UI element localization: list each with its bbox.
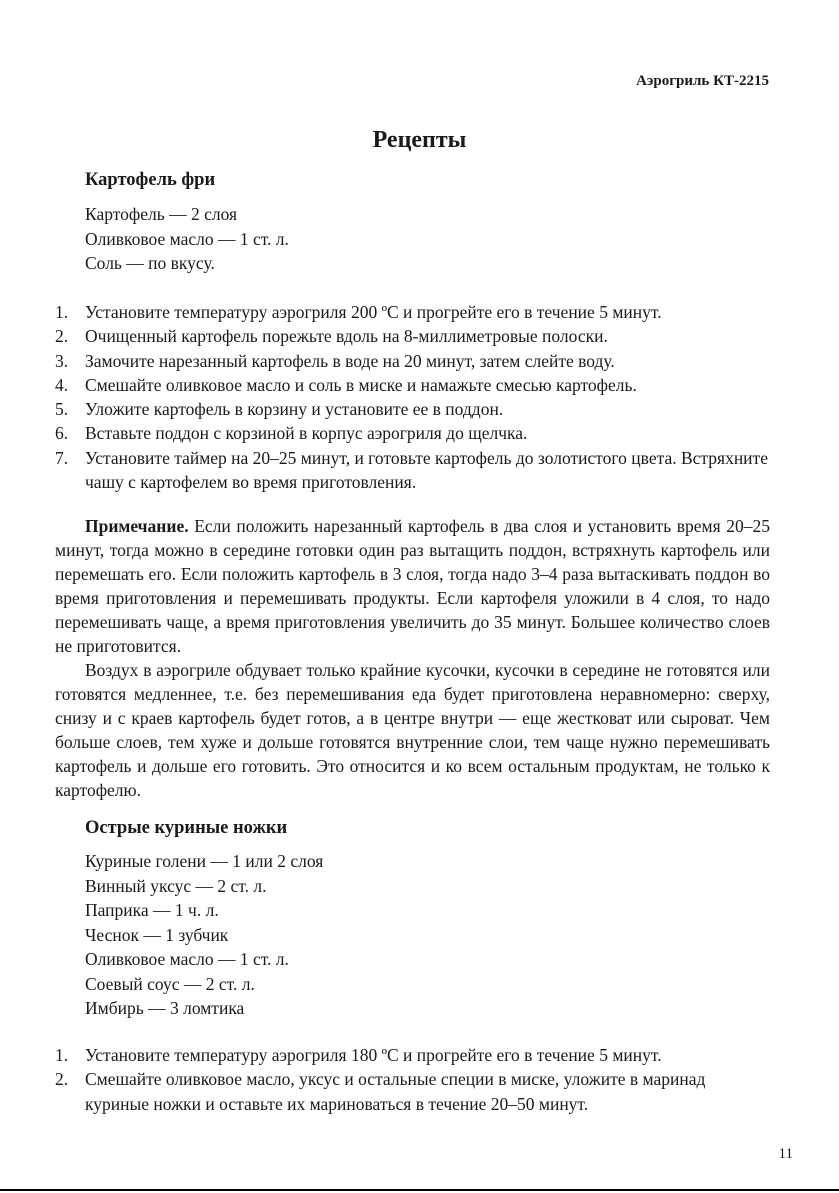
- step-item: [55, 397, 770, 421]
- step-text: Смешайте оливковое масло и соль в миске и намажьте смесью картофель.: [85, 374, 637, 395]
- step-text: Установите температуру аэрогриля 180 ºС и прогрейте его в течение 5 минут.: [85, 1045, 662, 1065]
- ingredient-item: Чеснок — 1 зубчик: [85, 924, 229, 945]
- step-item: [55, 349, 770, 373]
- running-header: Аэрогриль КТ-2215: [636, 73, 769, 89]
- recipe-2-steps-section: [55, 1043, 770, 1116]
- recipe-1-steps: [55, 300, 770, 494]
- page-number: 11: [778, 1146, 793, 1162]
- ingredient-item: Картофель — 2 слоя: [85, 204, 238, 224]
- step-text: Установите температуру аэрогриля 200 ºС и прогрейте его в течение 5 минут.: [85, 302, 662, 322]
- recipe-2: [55, 818, 770, 1021]
- step-text: Уложите картофель в корзину и установите ее в поддон.: [85, 399, 504, 420]
- note-lead: Примечание.: [85, 516, 189, 536]
- ingredient-item: Винный уксус — 2 ст. л.: [85, 875, 267, 896]
- step-number: 7.: [55, 447, 69, 468]
- step-number: 2.: [55, 1069, 69, 1090]
- ingredient-item: Соевый соус — 2 ст. л.: [85, 973, 255, 994]
- step-text: Замочите нарезанный картофель в воде на 20 минут, затем слейте воду.: [85, 350, 615, 371]
- step-item: [55, 1067, 770, 1116]
- step-item: [55, 421, 770, 445]
- recipe-1: [55, 170, 770, 276]
- ingredient-item: Оливковое масло — 1 ст. л.: [85, 949, 289, 969]
- note-paragraph-2: Воздух в аэрогриле обдувает только крайние кусочки, кусочки в середине не готовятся или готовятся медленнее, т.е. без перемешивания еда будет приготовлена неравномерно: сверху, снизу и с краев картофель будет готов, а в центре внутри — еще жестковат или сыроват. Чем больше слоев, тем хуже и дольше готовятся внутренние слои, тем чаще нужно перемешивать картофель и дольше его готовить. Это относится и ко всем остальным продуктам, не только к картофелю.: [55, 660, 770, 800]
- ingredient-item: Оливковое масло — 1 ст. л.: [85, 228, 289, 249]
- ingredient-item: Паприка — 1 ч. л.: [85, 900, 219, 920]
- ingredient-item: Куриные голени — 1 или 2 слоя: [85, 851, 324, 871]
- step-number: 6.: [55, 423, 69, 444]
- recipe-1-title: Картофель фри: [85, 170, 216, 190]
- step-number: 5.: [55, 399, 69, 420]
- step-number: 3.: [55, 350, 69, 371]
- step-number: 1.: [55, 1045, 69, 1065]
- step-item: [55, 300, 770, 324]
- recipe-2-title: Острые куриные ножки: [85, 818, 288, 838]
- step-item: [55, 446, 770, 495]
- ingredient-item: Соль — по вкусу.: [85, 253, 215, 273]
- note-paragraph: [55, 514, 770, 658]
- step-number: 1.: [55, 302, 69, 322]
- step-text: Вставьте поддон с корзиной в корпус аэрогриля до щелчка.: [85, 423, 528, 444]
- step-text: Смешайте оливковое масло, уксус и остальные специи в миске, уложите в маринад куриные ножки и оставьте их мариноваться в течение 20–50 минут.: [85, 1069, 706, 1114]
- step-item: [55, 324, 770, 348]
- step-number: 4.: [55, 374, 69, 395]
- recipe-2-steps: [55, 1043, 770, 1116]
- note-text: Если положить нарезанный картофель в два слоя и установить время 20–25 минут, тогда можно в середине готовки один раз вытащить поддон, встряхнуть картофель или перемешать его. Если положить картофель в 3 слоя, тогда надо 3–4 раза вытаскивать поддон во время приготовления и перемешивать продукты. Если картофеля уложили в 4 слоя, то надо перемешивать чаще, а время приготовления увеличить до 35 минут. Большее количество слоев не приготовится.: [55, 516, 770, 656]
- bottom-rule: [0, 1189, 839, 1191]
- step-text: Установите таймер на 20–25 минут, и готовьте картофель до золотистого цвета. Встряхните чашу с картофелем во время приготовления.: [85, 447, 768, 493]
- note-section: [55, 514, 770, 802]
- ingredient-item: Имбирь — 3 ломтика: [85, 998, 245, 1018]
- step-text: Очищенный картофель порежьте вдоль на 8-миллиметровые полоски.: [85, 326, 608, 347]
- recipe-2-ingredients: [55, 849, 770, 1021]
- page-title: Рецепты: [372, 127, 467, 153]
- recipe-1-ingredients: [55, 202, 770, 276]
- step-item: [55, 373, 770, 397]
- step-number: 2.: [55, 326, 69, 347]
- step-item: [55, 1043, 770, 1067]
- recipe-1-steps-section: [55, 300, 770, 494]
